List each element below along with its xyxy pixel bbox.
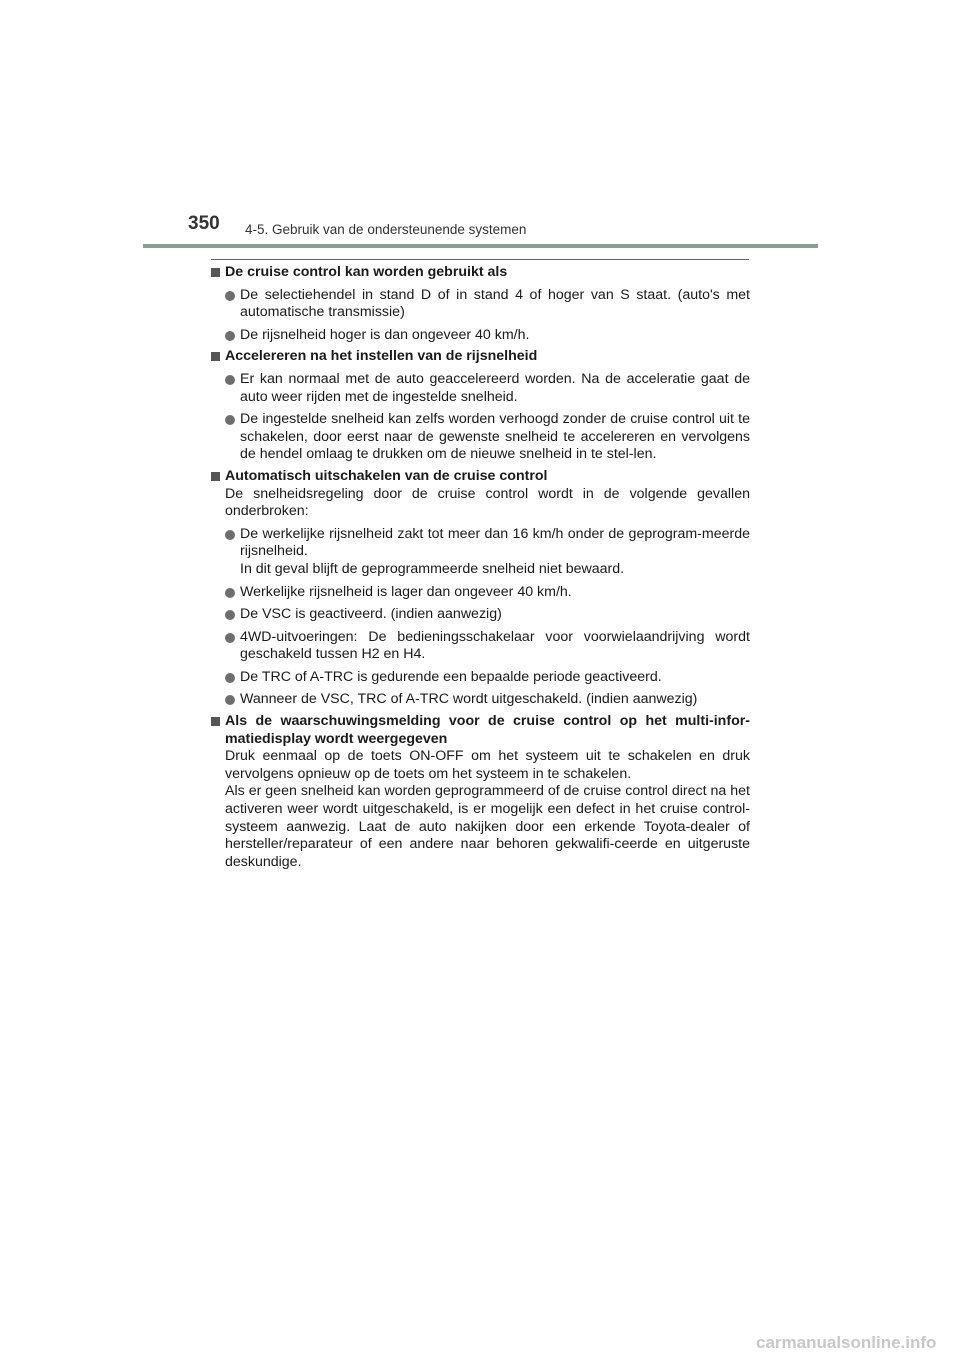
watermark: carmanualsonline.info [756, 1333, 937, 1352]
circle-bullet-icon [225, 673, 235, 683]
section-warning-message [210, 713, 750, 871]
circle-bullet-icon [225, 415, 235, 425]
section-heading: De cruise control kan worden gebruikt als [210, 264, 750, 282]
circle-bullet-icon [225, 331, 235, 341]
header-divider [143, 244, 818, 248]
list-item: 4WD-uitvoeringen: De bedieningsschakelaar voor voorwielaandrijving wordt geschakeld tussen H2 en H4. [210, 629, 750, 664]
circle-bullet-icon [225, 291, 235, 301]
section-heading: Als de waarschuwingsmelding voor de cruise control op het multi-infor-matiedisplay wordt weergegeven [210, 713, 750, 748]
list-item: De selectiehendel in stand D of in stand 4 of hoger van S staat. (auto's met automatische transmissie) [210, 287, 750, 322]
square-bullet-icon [211, 472, 220, 481]
circle-bullet-icon [225, 610, 235, 620]
square-bullet-icon [211, 268, 220, 277]
paragraph: Als er geen snelheid kan worden geprogrammeerd of de cruise control direct na het activeren weer wordt uitgeschakeld, is er mogelijk een defect in het cruise control-systeem aanwezig. Laat de auto nakijken door een erkende Toyota-dealer of hersteller/reparateur of een andere naar behoren gekwalifi-ceerde en uitgeruste deskundige. [225, 783, 750, 870]
list-item: De ingestelde snelheid kan zelfs worden verhoogd zonder de cruise control uit te schakelen, door eerst naar de gewenste snelheid te accelereren en vervolgens de hendel omlaag te drukken om de nieuwe snelheid in te stel-len. [210, 411, 750, 464]
square-bullet-icon [211, 717, 220, 726]
section-heading: Accelereren na het instellen van de rijsnelheid [210, 348, 750, 366]
chapter-title: 4-5. Gebruik van de ondersteunende systemen [245, 222, 527, 237]
list-item: De VSC is geactiveerd. (indien aanwezig) [210, 606, 750, 624]
list-item: Werkelijke rijsnelheid is lager dan ongeveer 40 km/h. [210, 584, 750, 602]
content-divider [211, 259, 749, 260]
paragraph: De snelheidsregeling door de cruise control wordt in de volgende gevallen onderbroken: [225, 485, 750, 520]
list-item: De rijsnelheid hoger is dan ongeveer 40 km/h. [210, 327, 750, 345]
section-heading: Automatisch uitschakelen van de cruise control [210, 468, 750, 486]
section-accelerating [210, 348, 750, 464]
section-auto-cancel [210, 468, 750, 709]
page-content [210, 264, 750, 871]
square-bullet-icon [211, 352, 220, 361]
page-number: 350 [188, 213, 220, 234]
circle-bullet-icon [225, 695, 235, 705]
circle-bullet-icon [225, 375, 235, 385]
list-item: Er kan normaal met de auto geaccelereerd worden. Na de acceleratie gaat de auto weer rijden met de ingestelde snelheid. [210, 371, 750, 406]
circle-bullet-icon [225, 633, 235, 643]
paragraph: Druk eenmaal op de toets ON-OFF om het systeem uit te schakelen en druk vervolgens opnieuw op de toets om het systeem in te schakelen. [225, 748, 750, 782]
list-item: De TRC of A-TRC is gedurende een bepaalde periode geactiveerd. [210, 669, 750, 687]
list-item: De werkelijke rijsnelheid zakt tot meer dan 16 km/h onder de geprogram-meerde rijsnelheid. In dit geval blijft de geprogrammeerde snelheid niet bewaard. [210, 526, 750, 579]
list-item: Wanneer de VSC, TRC of A-TRC wordt uitgeschakeld. (indien aanwezig) [210, 691, 750, 709]
section-cruise-usable [210, 264, 750, 344]
circle-bullet-icon [225, 530, 235, 540]
circle-bullet-icon [225, 588, 235, 598]
